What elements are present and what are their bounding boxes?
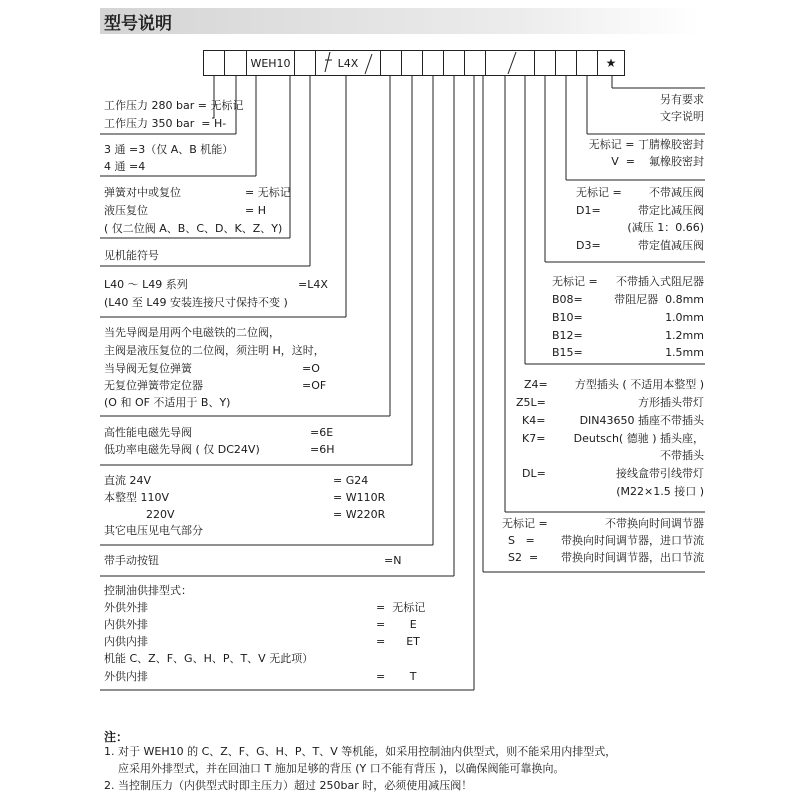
right-key: B12=: [552, 329, 583, 342]
right-text: 文字说明: [660, 110, 704, 123]
left-text: 当导阀无复位弹簧: [104, 362, 192, 375]
right-value: 接线盒带引线带灯: [616, 467, 704, 480]
left-value: = H: [245, 204, 266, 217]
note-1: 1. 对于 WEH10 的 C、Z、F、G、H、P、T、V 等机能，如采用控制油内供型式，则不能采用内排型式，: [104, 745, 617, 758]
left-value: =N: [384, 554, 402, 567]
right-key: B10=: [552, 311, 583, 324]
left-text: 高性能电磁先导阀: [104, 426, 192, 439]
left-text: 外供内排: [104, 670, 148, 683]
right-value: 1.2mm: [665, 329, 704, 342]
left-value: = 无标记: [376, 601, 426, 614]
left-text: 主阀是液压复位的二位阀，须注明 H，这时，: [104, 344, 325, 357]
left-text: 其它电压见电气部分: [104, 524, 203, 537]
page-title: 型号说明: [104, 14, 172, 34]
note-1-cont: 应采用外排型式，并在回油口 T 施加足够的背压 (Y 口不能有背压 )，以确保阀能可靠换向。: [104, 762, 565, 775]
right-value: Deutsch( 德驰 ) 插头座，: [573, 432, 704, 445]
right-value: 带换向时间调节器，进口节流: [561, 534, 704, 547]
left-text: 工作压力 280 bar = 无标记: [104, 99, 244, 112]
right-key: S =: [508, 534, 535, 547]
right-value: 1.0mm: [665, 311, 704, 324]
left-text: 4 通 =4: [104, 160, 146, 173]
left-text: 低功率电磁先导阀 ( 仅 DC24V): [104, 443, 260, 456]
left-value: = ET: [376, 635, 420, 648]
right-value: 带阻尼器 0.8mm: [614, 293, 704, 306]
right-text: (M22×1.5 接口 ): [616, 485, 704, 498]
right-key: 无标记 =: [576, 186, 622, 199]
notes-title: 注：: [104, 730, 129, 744]
right-key: D3=: [576, 239, 601, 252]
right-value: 不带换向时间调节器: [605, 517, 704, 530]
right-value: 不带减压阀: [649, 186, 704, 199]
left-text: (O 和 OF 不适用于 B、Y): [104, 396, 231, 409]
left-text: 内供内排: [104, 635, 148, 648]
right-value: 方型插头 ( 不适用本整型 ): [574, 378, 704, 391]
left-text: ( 仅二位阀 A、B、C、D、K、Z、Y): [104, 222, 283, 235]
left-value: = T: [376, 670, 417, 683]
left-text: 带手动按钮: [104, 554, 159, 567]
left-text: L40 ～ L49 系列: [104, 278, 188, 291]
left-value: =OF: [302, 379, 327, 392]
left-text: 3 通 =3（仅 A、B 机能）: [104, 143, 234, 156]
right-text: 另有要求: [660, 93, 704, 106]
right-key: 无标记 =: [552, 275, 598, 288]
left-text: 当先导阀是用两个电磁铁的二位阀，: [104, 326, 280, 339]
right-value: 不带插入式阻尼器: [616, 275, 704, 288]
left-text: 弹簧对中或复位: [104, 186, 181, 199]
left-value: = W110R: [333, 491, 386, 504]
note-2: 2. 当控制压力（内供型式时即主压力）超过 250bar 时，必须使用减压阀！: [104, 779, 473, 792]
left-text: 外供外排: [104, 601, 148, 614]
right-key: Z5L=: [516, 396, 546, 409]
right-value: 1.5mm: [665, 346, 704, 359]
right-key: Z4=: [524, 378, 548, 391]
right-value: 方形插头带灯: [638, 396, 704, 409]
right-key: D1=: [576, 204, 601, 217]
left-text: 本整型 110V: [104, 491, 170, 504]
right-key: S2 =: [508, 551, 539, 564]
left-text: 工作压力 350 bar = H-: [104, 117, 227, 130]
left-text: 直流 24V: [104, 474, 152, 487]
left-text: 液压复位: [104, 204, 148, 217]
right-text: V = 氟橡胶密封: [611, 155, 704, 168]
right-text: 不带插头: [660, 449, 704, 462]
left-value: =6H: [310, 443, 335, 456]
left-value: =O: [302, 362, 320, 375]
left-text: 220V: [146, 508, 175, 521]
right-value: 带定比减压阀: [638, 204, 704, 217]
right-text: (减压 1：0.66): [627, 221, 704, 234]
right-key: K7=: [522, 432, 546, 445]
left-value: = W220R: [333, 508, 386, 521]
left-text: 内供外排: [104, 618, 148, 631]
right-value: 带定值减压阀: [638, 239, 704, 252]
left-value: = 无标记: [245, 186, 291, 199]
star-cell: ★: [597, 50, 625, 76]
right-key: B08=: [552, 293, 583, 306]
left-text: (L40 至 L49 安装连接尺寸保持不变 ): [104, 296, 288, 309]
right-key: K4=: [522, 414, 546, 427]
right-key: DL=: [522, 467, 546, 480]
left-value: = E: [376, 618, 417, 631]
left-text: 见机能符号: [104, 249, 159, 262]
series-code: L4X: [337, 56, 359, 70]
left-value: =6E: [310, 426, 334, 439]
code-cell-model: WEH10: [246, 50, 295, 76]
left-text: 无复位弹簧带定位器: [104, 379, 203, 392]
left-text: 控制油供排型式：: [104, 584, 192, 597]
left-value: = G24: [333, 474, 369, 487]
right-text: 无标记 = 丁腈橡胶密封: [588, 138, 704, 151]
right-value: 带换向时间调节器，出口节流: [561, 551, 704, 564]
left-value: =L4X: [298, 278, 328, 291]
right-value: DIN43650 插座不带插头: [579, 414, 704, 427]
right-key: B15=: [552, 346, 583, 359]
right-key: 无标记 =: [502, 517, 548, 530]
left-text: 机能 C、Z、F、G、H、P、T、V 无此项）: [104, 652, 314, 665]
